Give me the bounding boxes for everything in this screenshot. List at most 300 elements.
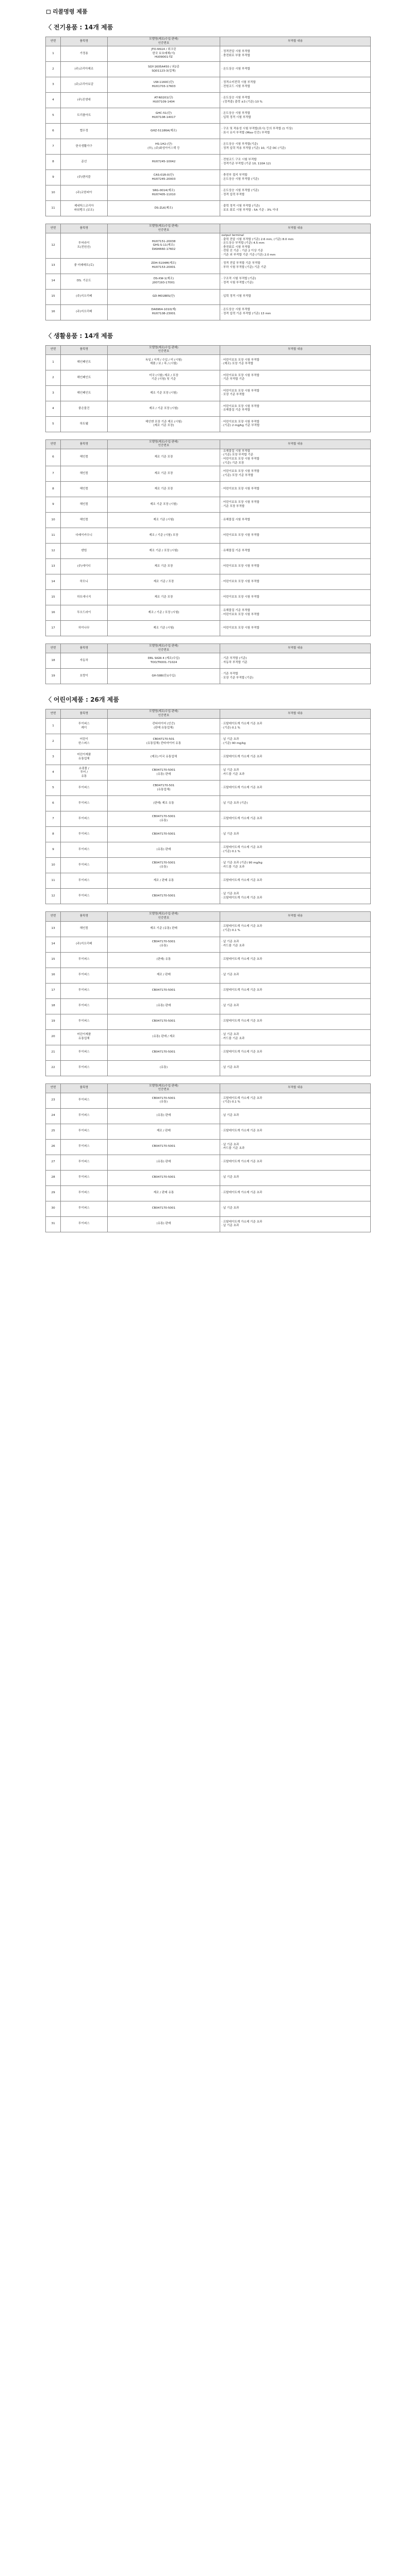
defect-details: · 어린이보호 포장 시험 부적합 · 기준 부적합 기준 [220,370,371,385]
item-name: 가정용 [61,46,107,62]
defect-details: · 기준 부적합 · 포장 기준 부적합 (기준) [220,669,371,684]
row-number: 28 [46,1170,61,1185]
row-number: 27 [46,1155,61,1170]
defect-details: · 유해물질 시험 부적합 · (기준) 포장 부적합 기준 · 어린이보호 포장 시험 부적합 · (기준) 기준 포장 [220,449,371,466]
column-header: 품목명 [61,709,107,719]
table-row [46,734,371,750]
defect-details: · 납 기준 초과 (기준) 90 mg/kg · 카드뮴 기준 초과 [220,858,371,873]
table-row [46,304,371,320]
table-row [46,998,371,1014]
defect-details: · 유해물질 기준 부적합 [220,544,371,559]
row-number: 14 [46,274,61,289]
defect-details: · 온도상승 시험 부적합 (기준) · 정격 입력 부적합 [220,185,371,201]
defect-details: · 온도상승 시험 부적합 [220,62,371,77]
defect-details: output terminal · 출력 전압 시험 부적합 (기준) 2.6 mm, (기준) 8.0 mm · 온도상승 부적합 (기준) 4.5 mm · 충전회로 시험 부적합 · 전원 선 기준 : 기준 2 이상 기준 · 기준 외 부적합 기준 기준 (기준) 2.0 mm [220,233,371,258]
row-number: 13 [46,921,61,937]
item-name: 쇼핑몰 / 투어 / 유통 [61,765,107,781]
table-row [46,750,371,765]
chevron-left-icon: 〈 [45,23,52,31]
defect-details: · 프탈레이트계 가소제 기준 초과 [220,1155,371,1170]
document-title [46,8,371,16]
item-name: 투이퍼스 [61,1014,107,1029]
model-info: 제조 / 판매 [107,968,220,983]
column-header: 부적합 내용 [220,912,371,921]
item-name: (주)코리아보감 [61,77,107,93]
model-info: 제조 기준 포장 (시험) [107,385,220,401]
item-name: DS. 기온도 [61,274,107,289]
row-number: 8 [46,827,61,842]
model-info: 제조 / 기준 (시험) 포장 [107,528,220,544]
item-name: 헤인컴 [61,497,107,513]
column-header: 품목명 [61,912,107,921]
row-number: 5 [46,781,61,796]
row-number: 12 [46,233,61,258]
item-name: 투이퍼스 [61,1139,107,1155]
defect-details: · 프탈레이트계 가소제 기준 초과 [220,983,371,998]
table-row [46,449,371,466]
recall-table [45,345,371,432]
section [45,332,371,685]
item-name: 투이퍼스 [61,827,107,842]
defect-details: · 납 기준 초과 · 카드뮴 기준 초과 [220,1139,371,1155]
sections-container [45,23,371,1232]
model-info: 제조 기준 포장 [107,590,220,605]
item-name: 투이퍼스 [61,1060,107,1076]
defect-details: · 납 기준 초과 [220,1060,371,1076]
row-number: 9 [46,170,61,185]
row-number: 21 [46,1045,61,1060]
model-info: 제조 기준 포장 [107,466,220,482]
checkbox-icon [46,10,51,14]
item-name: 헤인페인트 [61,385,107,401]
table-row [46,968,371,983]
column-header: 부적합 내용 [220,644,371,653]
recall-table [45,224,371,320]
column-header: 부적합 내용 [220,709,371,719]
model-info: CB047170-5001 [107,1139,220,1155]
item-name: 투어라이 트(전원선) [61,233,107,258]
row-number: 14 [46,574,61,590]
row-number: 17 [46,621,61,636]
table-row [46,889,371,904]
model-info: HU07245-10042 [107,155,220,170]
row-number: 7 [46,139,61,155]
item-name: 하모니 [61,574,107,590]
item-name: (주)지오리베 [61,304,107,320]
section-title [45,696,371,704]
table-row [46,1029,371,1045]
model-info: 칸타마이어 (인증) (판매 유통업체) [107,719,220,734]
table-row [46,466,371,482]
row-number: 7 [46,811,61,827]
item-name: 투이퍼스 [61,1170,107,1185]
item-name: 헤인컴 [61,466,107,482]
defect-details: · 출력 정격 시험 부적합 (기준) · 보호 회로 시험 부적합 : 5A 기준 : 3% 이내 [220,201,371,216]
item-name: 헤인컴 [61,449,107,466]
table-row [46,811,371,827]
defect-details: · 유해물질 시험 부적합 [220,513,371,528]
item-name: 투이퍼스 [61,952,107,968]
column-header: 모델명(제조/수입·판매) 인증번호 [107,912,220,921]
model-info: (유통) 판매 [107,1155,220,1170]
column-header: 연번 [46,1083,61,1093]
defect-details: · 납 기준 초과 (기준) [220,796,371,811]
table-row [46,669,371,684]
model-info: 미국 (시험) 제조 / 포장 기준 (시험) 및 기준 [107,370,220,385]
table-row [46,513,371,528]
model-info: UW-1160C(단) HU01703-17603 [107,77,220,93]
item-name: 어린이제품 유통업체 [61,1029,107,1045]
row-number: 15 [46,952,61,968]
table-row [46,201,371,216]
row-number: 2 [46,370,61,385]
table-row [46,416,371,432]
model-info: CAS-01R-0(단) HU07245-20003 [107,170,220,185]
recall-table [45,37,371,216]
model-info: 제조 기준 (시험) [107,513,220,528]
defect-details: · 정격전압 시험 부적합 · 충전회로 부품 부적합 [220,46,371,62]
section-title-text: 생활용품 : 14개 제품 [54,332,113,340]
defect-details: · 어린이보호 포장 시험 부적합 [220,559,371,574]
row-number: 8 [46,155,61,170]
table-row [46,385,371,401]
defect-details: · 납 기준 초과 [220,1108,371,1124]
defect-details: · 프탈레이트계 가소제 기준 초과 [220,952,371,968]
row-number: 8 [46,482,61,497]
row-number: 25 [46,1124,61,1139]
defect-details: · 납 기준 초과 [220,827,371,842]
table-header-row [46,912,371,921]
row-number: 24 [46,1108,61,1124]
defect-details: · 정격 전압 부적합 기준 부적합 · 부하 시험 부적합 (기준) 기준 기준 [220,258,371,274]
table-row [46,233,371,258]
chevron-left-icon: 〈 [45,696,52,704]
defect-details: · 어린이보호 포장 시험 부적합 [220,482,371,497]
section-title [45,332,371,340]
table-row [46,559,371,574]
row-number: 19 [46,1014,61,1029]
row-number: 4 [46,401,61,416]
item-name: 자동차 [61,653,107,669]
table-header-row [46,644,371,653]
model-info: CB047170-5001 (유통) [107,811,220,827]
row-number: 2 [46,734,61,750]
defect-details: · 어린이보호 포장 시험 부적합 [220,590,371,605]
row-number: 20 [46,1029,61,1045]
table-row [46,1185,371,1201]
table-row [46,108,371,124]
table-row [46,921,371,937]
defect-details: · 구조적 시험 부적합 (기준) · 정격 시험 부적합 (기준) [220,274,371,289]
row-number: 3 [46,77,61,93]
table-gap [45,1076,371,1083]
row-number: 19 [46,669,61,684]
defect-details: · 전원코드 구조 시험 부적합 · 정격기준 부적합 (기준 10, 110A 12) [220,155,371,170]
column-header: 부적합 내용 [220,37,371,46]
model-info: CB047170-5001 [107,1201,220,1216]
item-name: 협우정 [61,124,107,139]
item-name: 하이나무 [61,621,107,636]
model-info: CB047170-5001 (유통) [107,1093,220,1108]
item-name: 투이퍼스 [61,1124,107,1139]
model-info: 제조 / 기준 포장 (시험) [107,401,220,416]
column-header: 모델명(제조/수입·판매) 인증번호 [107,644,220,653]
model-info: CB047170-5001 [107,827,220,842]
table-header-row [46,709,371,719]
item-name: (주)밴지블 [61,170,107,185]
table-row [46,274,371,289]
table-row [46,937,371,952]
item-name: 좋 미래매트(로) [61,258,107,274]
model-info: DRL SIGN 4 (제조/수입) TOO/TK001-71024 [107,653,220,669]
column-header: 연번 [46,345,61,354]
row-number: 26 [46,1139,61,1155]
column-header: 부적합 내용 [220,439,371,449]
model-info: 제조 기준 (시험) [107,621,220,636]
item-name: 투이퍼스 [61,811,107,827]
item-name: 호랑이 [61,669,107,684]
item-name: 한국생활가구 [61,139,107,155]
item-name: 하트에너지 [61,590,107,605]
item-name: 헤인페인트 [61,370,107,385]
defect-details: · 입력 정격 시험 부적합 [220,289,371,304]
table-row [46,139,371,155]
defect-details: · 납 기준 초과 · 프탈레이트계 가소제 기준 초과 [220,889,371,904]
defect-details: · 유해물질 기준 부적합 · 어린이보호 포장 시험 부적합 [220,605,371,621]
table-header-row [46,345,371,354]
table-row [46,1060,371,1076]
item-name: 투이퍼스 [61,998,107,1014]
item-name: 투이퍼스 [61,842,107,858]
model-info: (유통) [107,1060,220,1076]
item-name: 투이퍼스 [61,983,107,998]
row-number: 10 [46,858,61,873]
table-row [46,93,371,108]
item-name: 하트웰 [61,416,107,432]
column-header: 품목명 [61,224,107,233]
table-row [46,77,371,93]
model-info: 헤인맨 포장 기준 제조 (시험) (제조 기준 포장) [107,416,220,432]
column-header: 부적합 내용 [220,224,371,233]
table-row [46,827,371,842]
row-number: 2 [46,62,61,77]
item-name: (주)지오리베 [61,289,107,304]
column-header: 모델명(제조/수입·판매) 인증번호 [107,1083,220,1093]
defect-details: · 프탈레이트계 가소제 기준 초과 [220,1124,371,1139]
table-row [46,289,371,304]
section-title-text: 어린이제품 : 26개 제품 [54,696,119,704]
item-name: 어린이 한스퍼스 [61,734,107,750]
row-number: 4 [46,93,61,108]
table-gap [45,216,371,224]
table-row [46,354,371,370]
table-row [46,1216,371,1232]
model-info: HS-1H2-(단) (부), (주)화성아이스텍 등 [107,139,220,155]
model-info: 독일 / 지개 / 수입 / 미 (시험) 제품 / 보 / 목 / (시험) [107,354,220,370]
defect-details: · 정격소비전력 시험 부적합 · 전원코드 시험 부적합 [220,77,371,93]
table-row [46,781,371,796]
model-info: 제조 / 판매 유통 [107,1185,220,1201]
table-row [46,621,371,636]
table-row [46,842,371,858]
model-info: (유통) 판매 [107,1108,220,1124]
row-number: 10 [46,513,61,528]
table-row [46,170,371,185]
model-info: CB047170-501 (유통업체) [107,781,220,796]
item-name: 다래이카우니 [61,528,107,544]
model-info: CB047170-5001 [107,983,220,998]
row-number: 11 [46,201,61,216]
model-info: 제조 기준 (유통) 판매 [107,921,220,937]
defect-details: · 납 기준 초과 · 카드뮴 기준 초과 [220,1029,371,1045]
item-name: 어린이제품 유통업체 [61,750,107,765]
defect-details: · 납 기준 초과 [220,968,371,983]
model-info: HU07151-20038 GHS-S-11(제조) DA94660-17602 [107,233,220,258]
item-name: 덴빔 [61,544,107,559]
row-number: 1 [46,46,61,62]
defect-details: · 프탈레이트계 가소제 기준 초과 · (기준) 0.1 % [220,1093,371,1108]
model-info: GHZ-51186A(제조) [107,124,220,139]
defect-details: · 프탈레이트계 가소제 기준 초과 · 납 기준 초과 [220,1216,371,1232]
table-header-row [46,1083,371,1093]
recall-table [45,439,371,636]
item-name: 제네틱스코리아 파워뱅크 (보조) [61,201,107,216]
model-info: CB047170-5001 [107,1170,220,1185]
model-info: 제조 / 판매 유통 [107,873,220,889]
defect-details: · 프탈레이트계 가소제 기준 초과 · (기준) 0.1 % [220,719,371,734]
defect-details: · 온도상승 시험 부적합(기준) · 정격 입력 적용 부적합 (기준) 10, 기준 DC (기준) [220,139,371,155]
column-header: 모델명(제조/수입·판매) 인증번호 [107,345,220,354]
item-name: 투이퍼스 [61,873,107,889]
table-row [46,983,371,998]
row-number: 3 [46,385,61,401]
item-name: 투이퍼스 [61,858,107,873]
item-name: (주)진생대 [61,93,107,108]
defect-details: · 프탈레이트계 가소제 기준 초과 [220,1045,371,1060]
model-info: GHC-51(단) HU07108-14017 [107,108,220,124]
recall-table [45,1083,371,1232]
column-header: 품목명 [61,1083,107,1093]
column-header: 연번 [46,224,61,233]
table-row [46,858,371,873]
row-number: 15 [46,590,61,605]
model-info: SRG-0014(제조) HU07405-11010 [107,185,220,201]
row-number: 29 [46,1185,61,1201]
model-info: ZDH-5104M(제조) HU07153-20001 [107,258,220,274]
table-row [46,1014,371,1029]
model-info: GH-588(단)(수입) [107,669,220,684]
model-info: CB047170-5001 [107,1045,220,1060]
defect-details: · 어린이보호 포장 시험 부적합 · (제조) 포장 기준 부적합 [220,354,371,370]
table-row [46,528,371,544]
defect-details: · 어린이보호 포장 시험 부적합 [220,574,371,590]
defect-details: · 납 기준 초과 · (기준) 90 mg/kg [220,734,371,750]
defect-details: · 충전부 접지 부적합 · 온도상승 시험 부적합 (기준) [220,170,371,185]
row-number: 3 [46,750,61,765]
table-row [46,574,371,590]
model-info: CB047170-5001 [107,1014,220,1029]
column-header: 부적합 내용 [220,345,371,354]
table-row [46,155,371,170]
row-number: 9 [46,842,61,858]
defect-details: · 온도상승 시험 부적합 · 입력 정격 시험 부적합 [220,108,371,124]
item-name: 투이퍼스 [61,796,107,811]
document-page [0,0,412,1254]
defect-details: · 프탈레이트계 가소제 기준 초과 · (기준) 0.1 % [220,921,371,937]
column-header: 모델명(제조/수입·판매) 인증번호 [107,439,220,449]
model-info: DA6964-1010(제) HU07108-23001 [107,304,220,320]
row-number: 13 [46,258,61,274]
model-info: GD-M01BES(단) [107,289,220,304]
model-info: 제조 기준 포장 [107,449,220,466]
model-info: (제조) 미국 유통업체 [107,750,220,765]
defect-details: · 기준 부적합 (기준) · 자동차 부적합 기준 [220,653,371,669]
row-number: 6 [46,796,61,811]
section [45,23,371,320]
table-header-row [46,37,371,46]
row-number: 17 [46,983,61,998]
defect-details: · 어린이보호 포장 시험 부적합 [220,621,371,636]
table-row [46,1201,371,1216]
table-row [46,765,371,781]
table-row [46,605,371,621]
defect-details: · 프탈레이트계 가소제 기준 초과 [220,750,371,765]
column-header: 품목명 [61,644,107,653]
row-number: 12 [46,889,61,904]
column-header: 연번 [46,439,61,449]
table-row [46,258,371,274]
table-row [46,796,371,811]
row-number: 16 [46,968,61,983]
defect-details: · 프탈레이트계 가소제 기준 초과 [220,1014,371,1029]
column-header: 연번 [46,644,61,653]
item-name: (주)코리아제조 [61,62,107,77]
row-number: 18 [46,653,61,669]
item-name: 투이퍼스 [61,1185,107,1201]
column-header: 부적합 내용 [220,1083,371,1093]
row-number: 6 [46,124,61,139]
row-number: 30 [46,1201,61,1216]
item-name: 헤인페인트 [61,354,107,370]
row-number: 5 [46,416,61,432]
model-info: DS-ZLK(제조) [107,201,220,216]
defect-details: · 구조 및 적용성 시험 부적합(표시) 등의 부적합 (1 이상) · 표시 유지 부적합 (Miss-인증) 부적합 [220,124,371,139]
defect-details: · 온도상승 시험 부적합 · 정격 입력 기준 부적합 (기준) 13 mm [220,304,371,320]
table-row [46,873,371,889]
table-row [46,482,371,497]
model-info: 제조 기준 / 포장 (시험) [107,544,220,559]
item-name: 헤인컴 [61,921,107,937]
item-name: 투이퍼스 [61,889,107,904]
table-header-row [46,439,371,449]
model-info: (판매) 유통 [107,952,220,968]
table-row [46,401,371,416]
table-gap [45,432,371,439]
column-header: 모델명(제조/수입·판매) 인증번호 [107,709,220,719]
row-number: 1 [46,719,61,734]
defect-details: · 납 기준 초과 · 카드뮴 기준 초과 [220,937,371,952]
item-name: 트리플아트 [61,108,107,124]
recall-table [45,643,371,684]
item-name: 투오드라이 [61,605,107,621]
model-info: 제조 / 판매 [107,1124,220,1139]
model-info: 제조 기준 포장 (시험) [107,497,220,513]
table-row [46,185,371,201]
column-header: 모델명(제조/수입·판매) 인증번호 [107,37,220,46]
model-info: 제조 기준 포장 [107,482,220,497]
table-row [46,590,371,605]
table-row [46,62,371,77]
